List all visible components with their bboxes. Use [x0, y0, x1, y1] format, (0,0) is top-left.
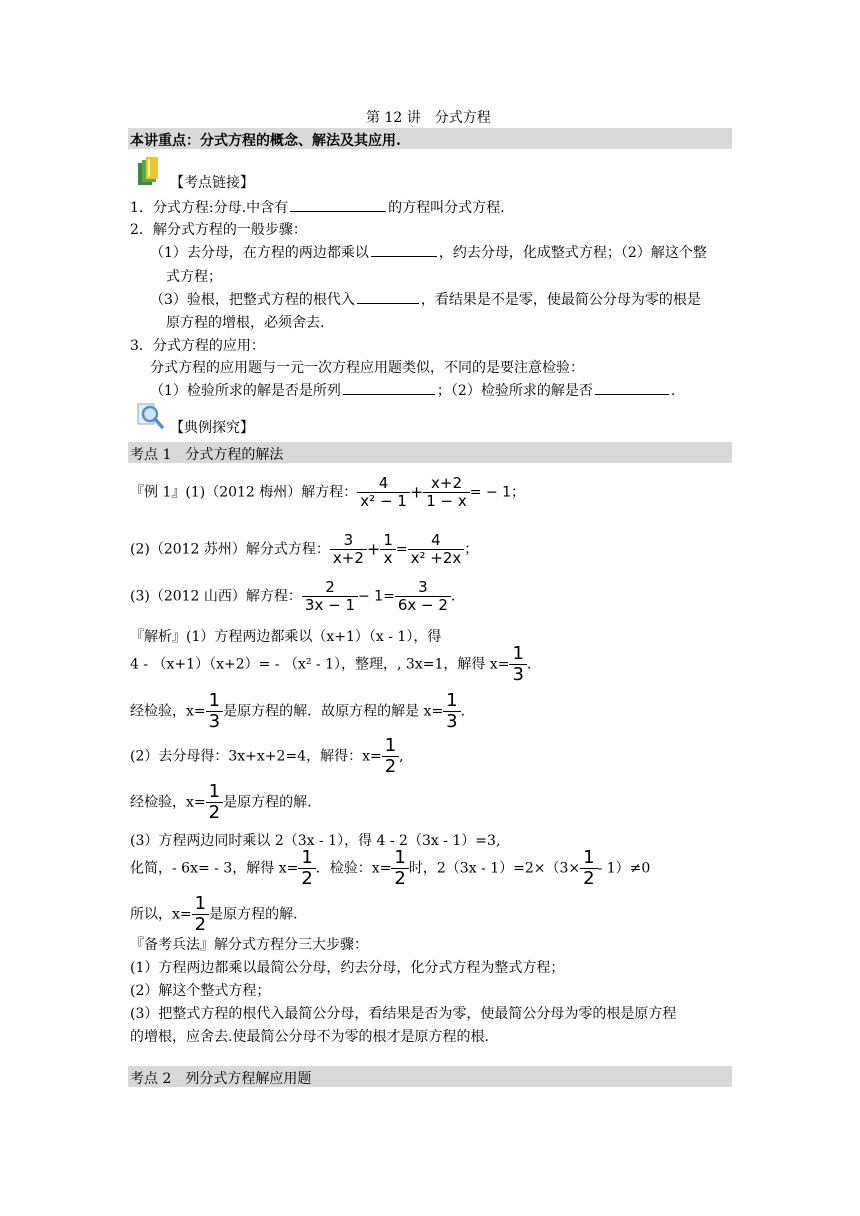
plus-sign: +: [409, 482, 424, 502]
focus-text: 本讲重点：分式方程的概念、解法及其应用.: [130, 133, 401, 149]
solution-line-8-b: 是原方程的解.: [209, 906, 298, 923]
check-end: .: [670, 383, 676, 399]
fraction-denominator: x² − 1: [357, 492, 410, 509]
fraction-numerator: 1: [194, 893, 207, 914]
solution-line-5: [130, 783, 312, 822]
solution-line-8-a: 所以，x=: [130, 906, 192, 923]
solution-line-1: 『解析』(1）方程两边都乘以（x+1）（x - 1），得: [130, 629, 442, 645]
blank-2: [371, 242, 437, 257]
fraction-one-half: [206, 783, 223, 822]
page-title: 第 12 讲 分式方程: [366, 110, 491, 126]
fraction-one-half: [580, 849, 597, 888]
fraction-numerator: 1: [583, 847, 595, 868]
fraction-numerator: 3: [343, 531, 354, 549]
fraction-denominator: x² +2x: [408, 549, 465, 566]
solution-line-4-end: ,: [399, 748, 404, 765]
fraction-denominator: x+2: [330, 549, 367, 566]
solution-line-5-a: 经检验，x=: [130, 794, 206, 811]
fraction-numerator: 1: [208, 781, 221, 802]
fraction-one-half: [391, 849, 408, 888]
check-1-text: （1）检验所求的解是否是所列: [150, 383, 341, 399]
fraction-denominator: 2: [192, 914, 209, 934]
fraction-numerator: 1: [301, 847, 313, 868]
solution-line-7-d: - 1）≠0: [597, 860, 651, 877]
example-3-end: .: [450, 588, 456, 605]
item-2-step-3-cont: 原方程的增根，必须舍去.: [166, 315, 325, 331]
fraction-numerator: 1: [383, 531, 393, 549]
fraction-ex3-b: [395, 580, 451, 613]
kp1-heading: 考点 1 分式方程的解法: [130, 447, 284, 463]
example-3-line: [130, 580, 455, 613]
fraction-one-third: [443, 692, 460, 731]
example-1-prefix: 『例 1』(1)（2012 梅州）解方程：: [130, 484, 358, 501]
step-1-text-a: （1）去分母，在方程的两边都乘以: [150, 245, 369, 261]
fraction-numerator: x+2: [431, 474, 462, 492]
fraction-one-half: [382, 737, 399, 776]
fraction-denominator: 3: [206, 711, 223, 731]
fraction-denominator: 2: [206, 802, 223, 822]
blank-4: [343, 380, 435, 395]
example-1-line: [130, 476, 525, 509]
item-2-step-3: [150, 289, 701, 309]
fraction-denominator: 1 − x: [423, 492, 470, 509]
solution-line-6: (3）方程两边同时乘以 2（3x - 1），得 4 - 2（3x - 1）=3,: [130, 833, 501, 849]
magnifier-icon: [136, 402, 164, 430]
fraction-ex1-b: [423, 476, 470, 509]
item-2-step-1-cont: 式方程；: [166, 269, 222, 285]
step-1-text-b: ，约去分母，化成整式方程；（2）解这个整: [438, 245, 707, 261]
fraction-numerator: 2: [325, 578, 335, 596]
equals-sign: =: [395, 541, 408, 558]
fraction-ex2-b: [380, 533, 396, 566]
solution-line-7-a: 化简，- 6x= - 3，解得 x=: [130, 860, 299, 877]
example-3-prefix: (3)（2012 山西）解方程：: [130, 588, 302, 605]
example-2-prefix: (2)（2012 苏州）解分式方程：: [130, 541, 330, 558]
solution-line-7: [130, 849, 650, 888]
blank-1: [290, 197, 386, 212]
fraction-one-third: [509, 645, 526, 684]
fraction-numerator: 4: [431, 531, 441, 549]
item-2: 2．解分式方程的一般步骤：: [130, 222, 307, 238]
fraction-numerator: 4: [378, 474, 389, 492]
item-1: [130, 197, 505, 217]
fraction-numerator: 1: [446, 690, 458, 711]
tip-step-3: (3）把整式方程的根代入最简公分母，看结果是否为零，使最简公分母为零的根是原方程: [130, 1006, 677, 1022]
fraction-numerator: 1: [208, 690, 221, 711]
item-3-desc: 分式方程的应用题与一元一次方程应用题类似，不同的是要注意检验：: [150, 360, 584, 376]
fraction-denominator: 3: [443, 711, 460, 731]
fraction-denominator: 3: [509, 664, 526, 684]
solution-line-2-end: .: [526, 656, 532, 673]
section-link-heading: 【考点链接】: [170, 175, 254, 191]
check-2-text: ；（2）检验所求的解是否: [436, 383, 593, 399]
tip-step-2: (2）解这个整式方程；: [130, 983, 271, 999]
fraction-numerator: 1: [384, 735, 397, 756]
solution-line-4: [130, 737, 404, 776]
fraction-ex3-a: [302, 580, 358, 613]
solution-line-7-b: ．检验：x=: [315, 860, 392, 877]
fraction-one-third: [206, 692, 223, 731]
fraction-numerator: 3: [418, 578, 428, 596]
blank-3: [357, 289, 419, 304]
fraction-ex1-a: [357, 476, 410, 509]
solution-line-7-c: 时，2（3x - 1）=2×（3×: [408, 860, 581, 877]
fraction-one-half: [298, 849, 315, 888]
book-icon: [136, 157, 162, 187]
step-3-text-b: ，看结果是不是零，使最简公分母为零的根是: [420, 292, 701, 308]
example-2-end: ；: [464, 541, 479, 558]
item-3-checks: [150, 380, 675, 400]
fraction-denominator: 2: [298, 868, 315, 888]
tip-step-3-cont: 的增根，应舍去.使最简公分母不为零的根才是原方程的根.: [130, 1029, 489, 1045]
solution-line-3-end: .: [460, 703, 466, 720]
fraction-denominator: 2: [580, 868, 597, 888]
fraction-denominator: 2: [391, 868, 408, 888]
fraction-one-half: [192, 895, 209, 934]
solution-line-3-a: 经检验，x=: [130, 703, 206, 720]
item-1-text-a: 1．分式方程:分母.中含有: [130, 200, 289, 216]
fraction-denominator: 6x − 2: [395, 596, 451, 613]
fraction-ex2-c: [408, 533, 465, 566]
kp2-heading: 考点 2 列分式方程解应用题: [130, 1071, 312, 1087]
fraction-denominator: 2: [382, 756, 399, 776]
fraction-denominator: 3x − 1: [302, 596, 358, 613]
example-1-rhs: = − 1；: [469, 484, 526, 501]
item-1-text-b: 的方程叫分式方程.: [388, 200, 505, 216]
plus-sign: +: [366, 539, 381, 559]
fraction-denominator: x: [380, 549, 396, 566]
tip-heading: 『备考兵法』解分式方程分三大步骤：: [130, 937, 368, 953]
example-3-mid: − 1=: [358, 588, 395, 605]
fraction-numerator: 1: [512, 643, 524, 664]
item-2-step-1: [150, 242, 707, 262]
fraction-numerator: 1: [394, 847, 406, 868]
solution-line-4-text: (2）去分母得：3x+x+2=4，解得：x=: [130, 748, 382, 765]
example-2-line: [130, 533, 478, 566]
fraction-ex2-a: [330, 533, 367, 566]
solution-line-5-b: 是原方程的解.: [223, 794, 312, 811]
step-3-text-a: （3）验根，把整式方程的根代入: [150, 292, 355, 308]
solution-line-2-text: 4 - （x+1）（x+2）= - （x² - 1），整理，, 3x=1，解得 x=: [130, 656, 510, 673]
solution-line-3-b: 是原方程的解．故原方程的解是 x=: [223, 703, 444, 720]
solution-line-3: [130, 692, 465, 731]
solution-line-2: [130, 645, 531, 684]
blank-5: [595, 380, 669, 395]
tip-step-1: (1）方程两边都乘以最简公分母，约去分母，化分式方程为整式方程；: [130, 960, 565, 976]
solution-line-8: [130, 895, 298, 934]
item-3: 3．分式方程的应用：: [130, 338, 265, 354]
section-example-heading: 【典例探究】: [170, 420, 254, 436]
